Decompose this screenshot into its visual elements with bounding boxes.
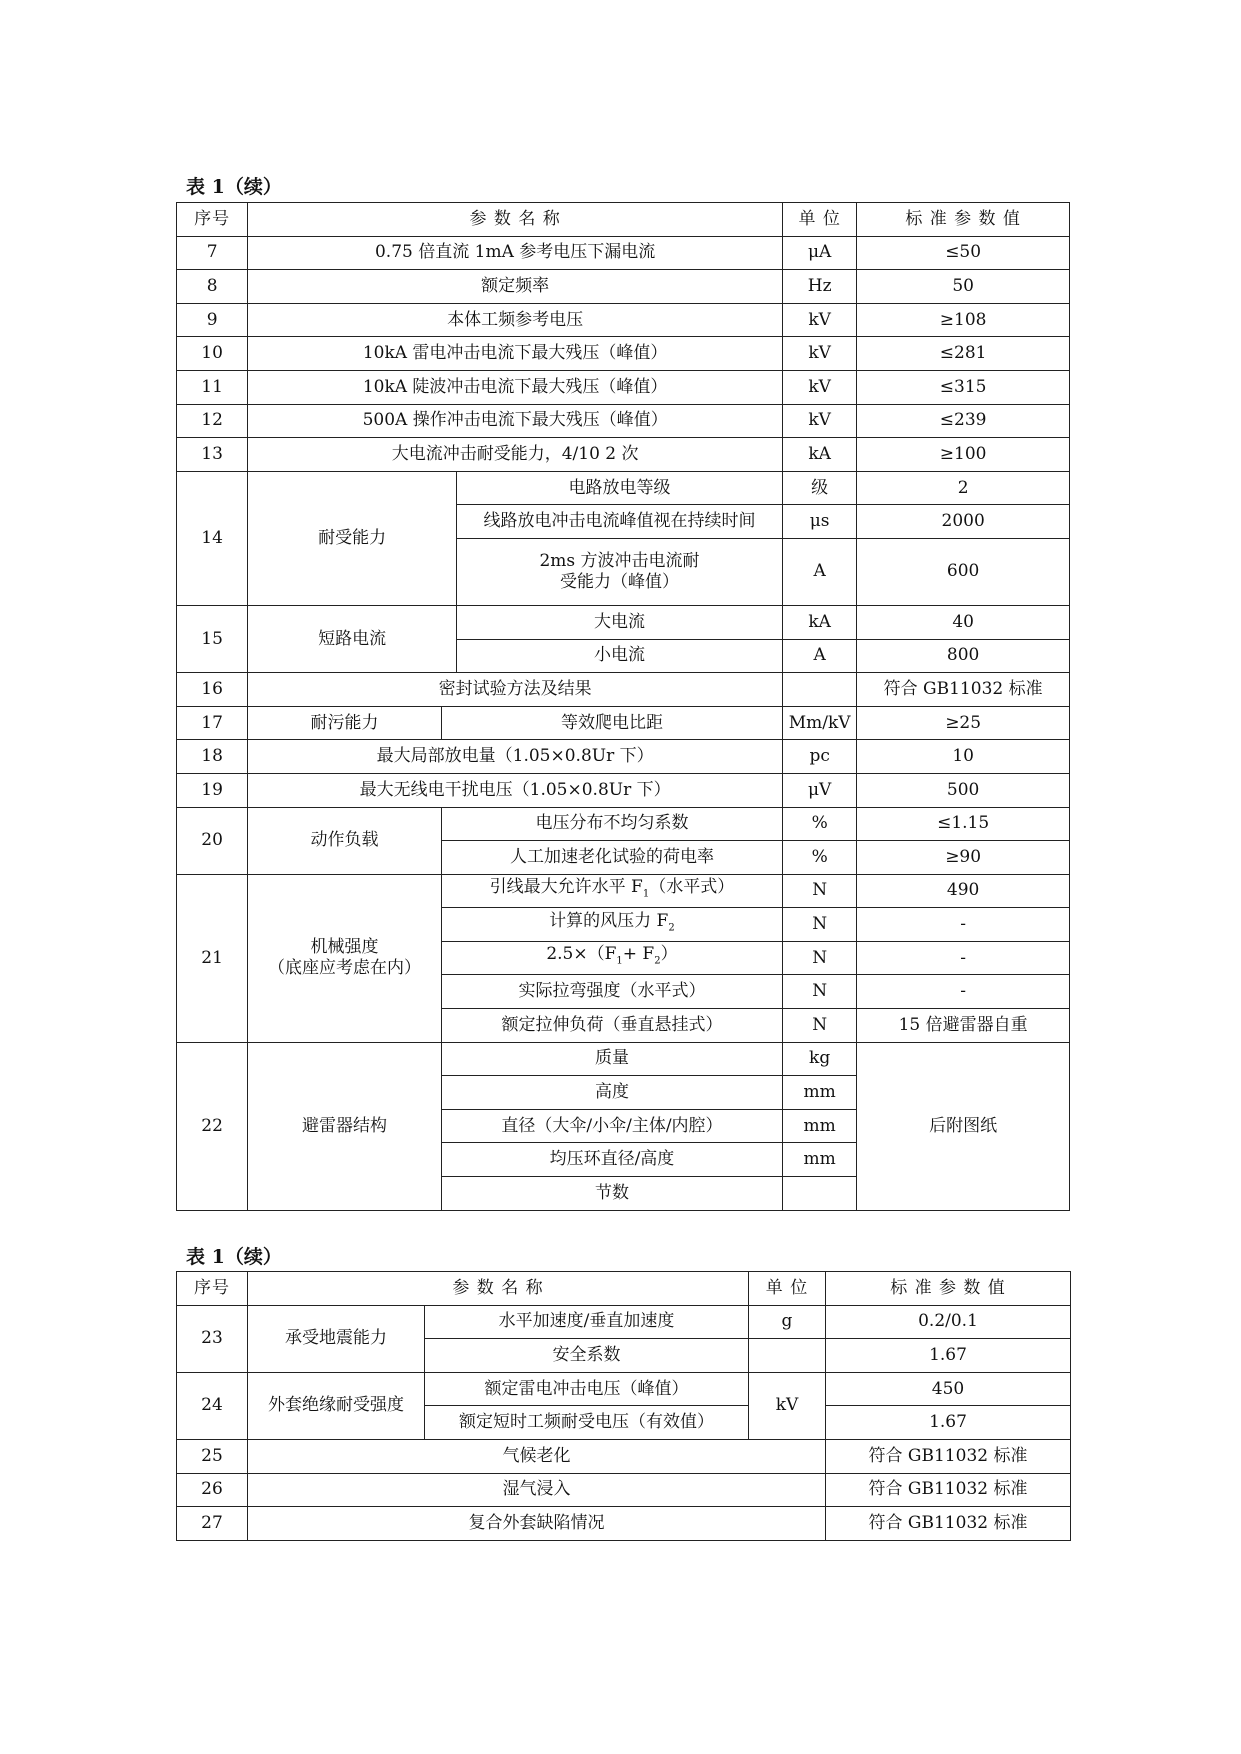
header-unit: 单 位	[749, 1272, 826, 1306]
table2-caption: 表 1（续）	[186, 1246, 282, 1268]
row-value: -	[857, 908, 1070, 942]
row-name	[441, 908, 782, 942]
subscript: 2	[668, 922, 675, 934]
row-no: 15	[177, 605, 248, 672]
row-value: -	[857, 941, 1070, 975]
table-row	[177, 1439, 1071, 1473]
text-part: 引线最大允许水平 F	[489, 877, 643, 898]
row-name: 均压环直径/高度	[441, 1143, 782, 1177]
row-value: 40	[857, 605, 1070, 639]
row-value: 符合 GB11032 标准	[857, 673, 1070, 707]
row-group: 耐受能力	[248, 471, 457, 605]
table-row	[177, 1042, 1070, 1076]
row-unit	[783, 673, 857, 707]
row-value: 15 倍避雷器自重	[857, 1009, 1070, 1043]
row-group: 短路电流	[248, 605, 457, 672]
row-unit: μA	[783, 236, 857, 270]
row-name: 线路放电冲击电流峰值视在持续时间	[456, 505, 782, 539]
row-name	[441, 941, 782, 975]
row-unit: kV	[783, 337, 857, 371]
row-value: 10	[857, 740, 1070, 774]
row-name: 10kA 雷电冲击电流下最大残压（峰值）	[248, 337, 783, 371]
row-name: 复合外套缺陷情况	[248, 1507, 826, 1541]
row-group: 避雷器结构	[248, 1042, 442, 1210]
row-name: 密封试验方法及结果	[248, 673, 783, 707]
row-no: 13	[177, 438, 248, 472]
row-unit: kV	[783, 370, 857, 404]
row-value: 后附图纸	[857, 1042, 1070, 1210]
row-name: 人工加速老化试验的荷电率	[441, 841, 782, 875]
table-header	[177, 1272, 1071, 1306]
row-name: 节数	[441, 1177, 782, 1211]
row-unit: mm	[783, 1076, 857, 1110]
row-value: ≤281	[857, 337, 1070, 371]
row-value: ≥90	[857, 841, 1070, 875]
row-group: 耐污能力	[248, 706, 442, 740]
row-unit: %	[783, 841, 857, 875]
row-name: 安全系数	[425, 1339, 749, 1373]
text-part: + F	[622, 944, 655, 965]
row-name: 电压分布不均匀系数	[441, 807, 782, 841]
row-unit: kV	[783, 303, 857, 337]
row-unit: 级	[783, 471, 857, 505]
row-name: 额定频率	[248, 270, 783, 304]
spec-table-2	[176, 1271, 1071, 1541]
table-row	[177, 337, 1070, 371]
row-group	[248, 874, 442, 1042]
row-name: 小电流	[456, 639, 782, 673]
row-name: 直径（大伞/小伞/主体/内腔）	[441, 1109, 782, 1143]
table-row	[177, 1305, 1071, 1339]
row-unit: kA	[783, 438, 857, 472]
table-row	[177, 874, 1070, 908]
row-unit: μs	[783, 505, 857, 539]
row-group: 承受地震能力	[248, 1305, 425, 1372]
row-group-line2: （底座应考虑在内）	[268, 958, 422, 979]
row-value: 符合 GB11032 标准	[826, 1473, 1071, 1507]
table-row	[177, 807, 1070, 841]
row-value: ≥100	[857, 438, 1070, 472]
row-name: 10kA 陡波冲击电流下最大残压（峰值）	[248, 370, 783, 404]
row-value: 1.67	[826, 1339, 1071, 1373]
table-row	[177, 706, 1070, 740]
row-name: 水平加速度/垂直加速度	[425, 1305, 749, 1339]
row-unit: N	[783, 975, 857, 1009]
header-unit: 单 位	[783, 203, 857, 237]
header-no: 序号	[177, 203, 248, 237]
row-value: 50	[857, 270, 1070, 304]
row-no: 8	[177, 270, 248, 304]
row-value: 2000	[857, 505, 1070, 539]
row-unit: N	[783, 874, 857, 908]
row-unit: N	[783, 908, 857, 942]
table-row	[177, 673, 1070, 707]
row-unit	[783, 1177, 857, 1211]
row-name: 大电流	[456, 605, 782, 639]
table-row	[177, 236, 1070, 270]
table-row	[177, 1473, 1071, 1507]
row-unit: kg	[783, 1042, 857, 1076]
row-no: 16	[177, 673, 248, 707]
row-no: 9	[177, 303, 248, 337]
subscript: 1	[616, 955, 623, 967]
row-value: -	[857, 975, 1070, 1009]
row-unit: A	[783, 639, 857, 673]
row-value: ≤50	[857, 236, 1070, 270]
row-no: 26	[177, 1473, 248, 1507]
row-no: 19	[177, 773, 248, 807]
row-value: 600	[857, 538, 1070, 605]
row-unit: Hz	[783, 270, 857, 304]
row-value: 1.67	[826, 1406, 1071, 1440]
row-unit: %	[783, 807, 857, 841]
row-no: 18	[177, 740, 248, 774]
row-value: ≤315	[857, 370, 1070, 404]
row-unit: N	[783, 941, 857, 975]
text-part: 2.5×（F	[546, 944, 617, 965]
text-part: ）	[660, 944, 678, 965]
row-value: 500	[857, 773, 1070, 807]
row-unit: kV	[749, 1372, 826, 1439]
row-name: 电路放电等级	[456, 471, 782, 505]
row-no: 27	[177, 1507, 248, 1541]
table-row	[177, 1507, 1071, 1541]
row-name: 本体工频参考电压	[248, 303, 783, 337]
header-value: 标 准 参 数 值	[857, 203, 1070, 237]
row-name: 500A 操作冲击电流下最大残压（峰值）	[248, 404, 783, 438]
row-unit: kV	[783, 404, 857, 438]
table-row	[177, 740, 1070, 774]
row-name: 最大局部放电量（1.05×0.8Ur 下）	[248, 740, 783, 774]
row-value: ≤1.15	[857, 807, 1070, 841]
table1-caption: 表 1（续）	[186, 176, 282, 198]
table-row	[177, 270, 1070, 304]
row-name: 0.75 倍直流 1mA 参考电压下漏电流	[248, 236, 783, 270]
row-group-line1: 机械强度	[310, 937, 379, 958]
row-value: 符合 GB11032 标准	[826, 1507, 1071, 1541]
subscript: 2	[654, 955, 661, 967]
row-value: 0.2/0.1	[826, 1305, 1071, 1339]
row-no: 10	[177, 337, 248, 371]
row-no: 7	[177, 236, 248, 270]
row-unit: pc	[783, 740, 857, 774]
text-part: 计算的风压力 F	[549, 910, 669, 931]
row-unit: mm	[783, 1143, 857, 1177]
row-no: 17	[177, 706, 248, 740]
row-no: 21	[177, 874, 248, 1042]
row-value: ≥108	[857, 303, 1070, 337]
row-name-line1: 2ms 方波冲击电流耐	[539, 550, 700, 571]
table-row	[177, 471, 1070, 505]
row-name: 额定短时工频耐受电压（有效值）	[425, 1406, 749, 1440]
row-unit	[749, 1339, 826, 1373]
row-unit: g	[749, 1305, 826, 1339]
row-name: 最大无线电干扰电压（1.05×0.8Ur 下）	[248, 773, 783, 807]
table-row	[177, 773, 1070, 807]
row-value: ≥25	[857, 706, 1070, 740]
row-unit: kA	[783, 605, 857, 639]
spec-table-1	[176, 202, 1070, 1211]
table-row	[177, 404, 1070, 438]
header-name: 参 数 名 称	[248, 203, 783, 237]
table-row	[177, 1372, 1071, 1406]
row-value: 符合 GB11032 标准	[826, 1439, 1071, 1473]
row-no: 23	[177, 1305, 248, 1372]
table-row	[177, 605, 1070, 639]
row-name	[441, 874, 782, 908]
row-name: 额定雷电冲击电压（峰值）	[425, 1372, 749, 1406]
row-name: 质量	[441, 1042, 782, 1076]
row-value: 2	[857, 471, 1070, 505]
row-name: 实际拉弯强度（水平式）	[441, 975, 782, 1009]
subscript: 1	[642, 888, 650, 900]
header-no: 序号	[177, 1272, 248, 1306]
table-header	[177, 203, 1070, 237]
header-value: 标 准 参 数 值	[826, 1272, 1071, 1306]
row-value: 800	[857, 639, 1070, 673]
row-value: ≤239	[857, 404, 1070, 438]
text-part: （水平式）	[649, 877, 735, 898]
table-row	[177, 303, 1070, 337]
row-unit: μV	[783, 773, 857, 807]
row-name	[456, 538, 782, 605]
row-unit: mm	[783, 1109, 857, 1143]
row-group: 外套绝缘耐受强度	[248, 1372, 425, 1439]
table-row	[177, 370, 1070, 404]
row-unit: Mm/kV	[783, 706, 857, 740]
row-unit: N	[783, 1009, 857, 1043]
row-name: 气候老化	[248, 1439, 826, 1473]
row-unit: A	[783, 538, 857, 605]
table-row	[177, 438, 1070, 472]
row-no: 12	[177, 404, 248, 438]
row-name: 高度	[441, 1076, 782, 1110]
row-name: 大电流冲击耐受能力，4/10 2 次	[248, 438, 783, 472]
row-value: 490	[857, 874, 1070, 908]
row-no: 14	[177, 471, 248, 605]
row-no: 22	[177, 1042, 248, 1210]
row-no: 24	[177, 1372, 248, 1439]
row-value: 450	[826, 1372, 1071, 1406]
row-name: 湿气浸入	[248, 1473, 826, 1507]
row-name: 等效爬电比距	[441, 706, 782, 740]
row-no: 20	[177, 807, 248, 874]
row-no: 25	[177, 1439, 248, 1473]
row-name: 额定拉伸负荷（垂直悬挂式）	[441, 1009, 782, 1043]
row-name-line2: 受能力（峰值）	[559, 571, 679, 592]
row-no: 11	[177, 370, 248, 404]
header-name: 参 数 名 称	[248, 1272, 749, 1306]
row-group: 动作负载	[248, 807, 442, 874]
